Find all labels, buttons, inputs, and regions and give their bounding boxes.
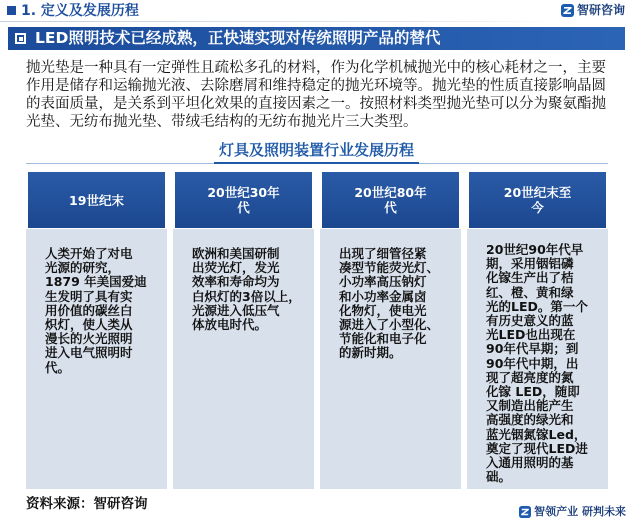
stage-description-line: 小功率高压钠灯 xyxy=(339,274,427,290)
slogan xyxy=(519,505,626,519)
stage-description-line: 化镓生产出了桔 xyxy=(486,270,574,286)
stage-description-line: 炽灯，使人类从 xyxy=(45,317,133,333)
stage-description-line: 化镓 LED，随即 xyxy=(486,384,580,400)
stage-description-line: 90年代中期，出 xyxy=(486,355,579,371)
brand-name: 智研咨询 xyxy=(576,3,625,17)
brand-logo xyxy=(561,3,625,18)
stage-description-line: 白炽灯的3倍以上， xyxy=(192,288,301,304)
stage-description-line: 节能化和电子化 xyxy=(339,331,427,347)
stage-description-line: 欧洲和美国研制 xyxy=(192,246,280,261)
stage-period xyxy=(322,172,459,228)
stage-description-line: 生发明了具有实 xyxy=(45,288,133,304)
stage-description-line: 体放电时代。 xyxy=(192,317,268,333)
stage-period xyxy=(469,172,606,228)
stage-description-line: 1879 年美国爱迪 xyxy=(45,274,147,290)
intro-line: 作用是储存和运输抛光液、去除磨屑和维持稳定的抛光环境等。抛光垫的性质直接影响晶圆 xyxy=(26,78,606,94)
stage-description-line: 现了超亮度的氮 xyxy=(486,369,574,385)
timeline-stage xyxy=(467,172,608,489)
stage-description xyxy=(467,229,608,489)
stage-description-line: 红、橙、黄和绿 xyxy=(486,284,574,300)
stage-description-line: 进入电气照明时 xyxy=(45,345,133,361)
square-marker-icon xyxy=(7,6,16,15)
stage-description-line: 期，采用铟铝磷 xyxy=(486,256,574,272)
stage-description xyxy=(173,229,314,489)
stage-description xyxy=(320,229,461,489)
timeline-stage xyxy=(26,172,167,489)
stage-description-line: 20世纪90年代早 xyxy=(486,242,584,257)
stage-description-line: 的新时期。 xyxy=(339,345,402,361)
stage-description-line: 础。 xyxy=(486,469,512,485)
stage-description-line: 出荧光灯，发光 xyxy=(192,260,280,276)
stage-description xyxy=(26,229,167,489)
stage-description-line: 蓝光铟氮镓Led， xyxy=(486,426,587,442)
square-bullet-icon xyxy=(15,33,26,44)
stage-period xyxy=(175,172,312,228)
stage-period-line: 代 xyxy=(237,200,250,215)
headline-banner xyxy=(8,27,625,50)
stage-period-line: 20世纪30年 xyxy=(207,185,280,200)
zhiyan-logo-icon xyxy=(561,4,574,17)
section-title: 1. 定义及发展历程 xyxy=(21,3,139,19)
stage-description-line: 又制造出能产生 xyxy=(486,398,574,414)
stage-description-line: 凑型节能荧光灯、 xyxy=(339,260,440,276)
stage-period-line: 20世纪末至 xyxy=(503,185,572,200)
stage-description-line: 光LED也出现在 xyxy=(486,327,576,343)
intro-paragraph xyxy=(26,59,616,131)
timeline-stage xyxy=(173,172,314,489)
stage-description-line: 入通用照明的基 xyxy=(486,455,574,471)
slogan-text: 智领产业 研判未来 xyxy=(534,505,626,518)
stage-description-line: 光源的研究， xyxy=(45,260,121,276)
intro-line: 的表面质量，是关系到平坦化效果的直接因素之一。按照材料类型抛光垫可以分为聚氨酯抛 xyxy=(26,96,606,112)
headline-text: LED照明技术已经成熟，正快速实现对传统照明产品的替代 xyxy=(35,29,441,47)
stage-description-line: 90年代早期；到 xyxy=(486,341,579,357)
stage-description-line: 有历史意义的蓝 xyxy=(486,313,574,329)
title-underline-accent xyxy=(214,162,419,164)
stage-description-line: 光的LED。第一个 xyxy=(486,298,588,314)
stage-period xyxy=(28,172,165,228)
intro-line: 光垫、无纺布抛光垫、带绒毛结构的无纺布抛光片三大类型。 xyxy=(26,114,418,130)
stage-description-line: 奠定了现代LED进 xyxy=(486,440,588,456)
stage-period-line: 20世纪80年 xyxy=(354,185,427,200)
stage-period-line: 今 xyxy=(531,200,544,215)
timeline-title: 灯具及照明装置行业发展历程 xyxy=(218,141,414,159)
stage-period-line: 19世纪末 xyxy=(69,192,124,208)
stage-description-line: 光源进入低压气 xyxy=(192,302,280,318)
stage-description-line: 和小功率金属卤 xyxy=(339,288,427,304)
source-note: 资料来源：智研咨询 xyxy=(26,496,148,512)
stage-period-line: 代 xyxy=(384,200,397,215)
stage-description-line: 人类开始了对电 xyxy=(45,246,133,261)
stage-description-line: 高强度的绿光和 xyxy=(486,412,574,428)
stage-description-line: 化物灯，使电光 xyxy=(339,302,427,318)
stage-description-line: 源进入了小型化、 xyxy=(339,317,440,333)
stage-description-line: 漫长的火光照明 xyxy=(45,331,133,347)
intro-line: 抛光垫是一种具有一定弹性且疏松多孔的材料，作为化学机械抛光中的核心耗材之一，主要 xyxy=(26,60,606,76)
header-divider xyxy=(0,21,560,22)
stage-description-line: 代。 xyxy=(45,359,71,375)
stage-description-line: 效率和寿命均为 xyxy=(192,274,280,290)
timeline-stage xyxy=(320,172,461,489)
zhiyan-logo-icon xyxy=(519,506,531,518)
stage-description-line: 出现了细管径紧 xyxy=(339,246,427,261)
stage-description-line: 用价值的碳丝白 xyxy=(45,302,133,318)
